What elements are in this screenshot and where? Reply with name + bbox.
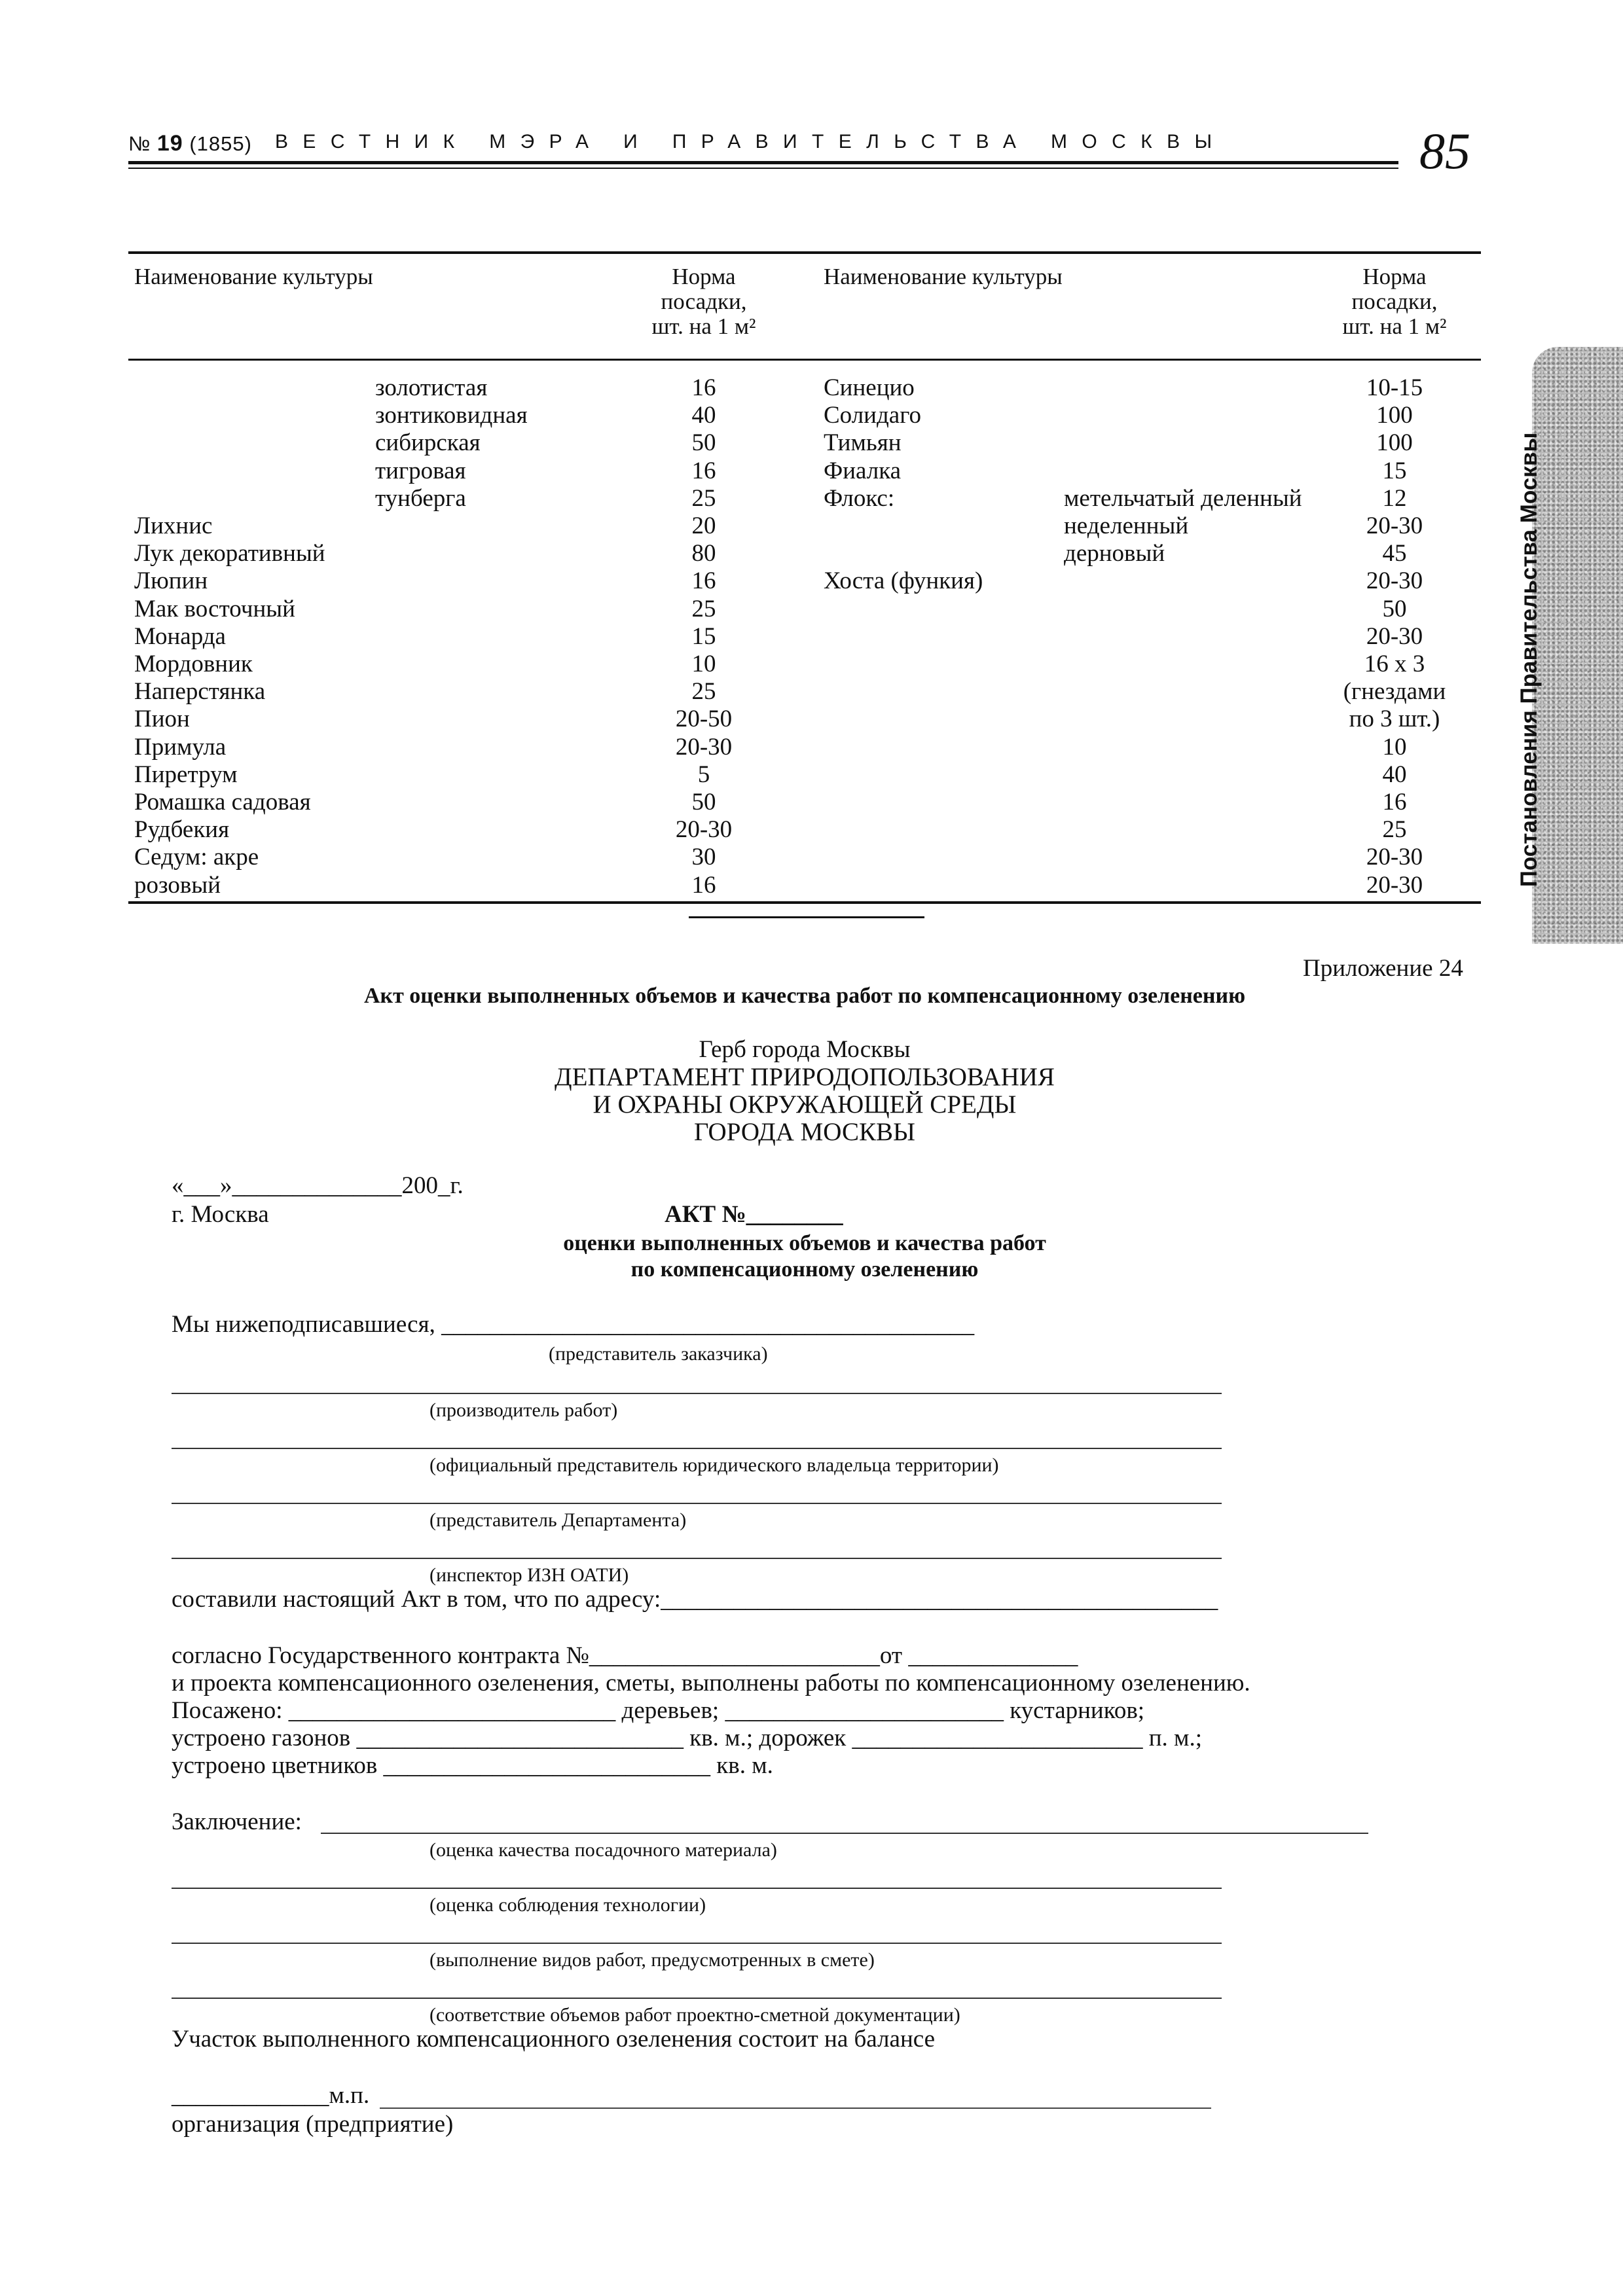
table-row-left-name: розовый <box>134 871 221 899</box>
table-row-right-norm: (гнездами <box>1343 678 1446 706</box>
table-row-left-norm: 16 <box>691 871 716 899</box>
table-row-right-norm: 16 х 3 <box>1364 651 1425 677</box>
table-row-left-norm: 80 <box>691 540 716 567</box>
table-row-left-norm: 16 <box>691 374 716 401</box>
table-row-right-norm: 100 <box>1376 402 1413 429</box>
table-row-right-sub: неделенный <box>1064 512 1189 539</box>
table-row-right-norm: по 3 шт.) <box>1349 706 1440 733</box>
header-rule-thin <box>128 168 1398 169</box>
table-row-left-norm: 20-30 <box>675 816 733 844</box>
page-number: 85 <box>1419 122 1470 179</box>
dept-rep-line <box>172 1503 1222 1504</box>
table-row-left-name: Седум: акре <box>134 844 259 871</box>
issue-no-sign: № <box>128 132 151 155</box>
table-row-left-sub: зонтиковидная <box>375 402 528 429</box>
table-row-left-sub: сибирская <box>375 429 481 457</box>
table-row-left-name: Пион <box>134 706 190 733</box>
section-tab <box>1532 347 1623 944</box>
table-row-right-norm: 20-30 <box>1366 871 1423 899</box>
lawns-line: устроено газонов ___________________________ кв. м.; дорожек ________________________ п. м.; <box>172 1725 1202 1751</box>
table-top-rule <box>128 251 1481 254</box>
quality-caption: (оценка качества посадочного материала) <box>429 1839 777 1861</box>
issue-number <box>128 131 252 156</box>
col-header-name-right: Наименование культуры <box>824 264 1063 289</box>
col-header-norm-left <box>609 264 799 339</box>
table-row-left-name: Лук декоративный <box>134 540 325 567</box>
table-row-left-norm: 40 <box>691 402 716 429</box>
customer-rep-caption: (представитель заказчика) <box>549 1343 768 1365</box>
col-header-norm-right-line1: Норма <box>1362 264 1427 289</box>
table-row-right-norm: 10-15 <box>1366 374 1423 401</box>
table-row-right-norm: 12 <box>1382 484 1407 512</box>
inspector-line <box>172 1558 1222 1559</box>
table-row-left-norm: 25 <box>691 678 716 706</box>
table-row-left-norm: 30 <box>691 844 716 871</box>
owner-rep-caption: (официальный представитель юридического владельца территории) <box>429 1454 999 1476</box>
technology-caption: (оценка соблюдения технологии) <box>429 1894 706 1916</box>
organization-label: организация (предприятие) <box>172 2111 454 2138</box>
department-line-1: ДЕПАРТАМЕНТ ПРИРОДОПОЛЬЗОВАНИЯ <box>555 1063 1055 1091</box>
table-row-right-name: Тимьян <box>824 429 902 457</box>
table-row-left-sub: золотистая <box>375 374 488 401</box>
table-row-left-name: Наперстянка <box>134 678 266 706</box>
table-row-right-name: Хоста (функия) <box>824 567 983 595</box>
volumes-line <box>172 1998 1222 1999</box>
address-line: составили настоящий Акт в том, что по адресу:______________________________________________ <box>172 1586 1218 1613</box>
act-subtitle-1: оценки выполненных объемов и качества работ <box>563 1231 1046 1255</box>
table-row-right-norm: 16 <box>1382 789 1407 816</box>
table-row-right-norm: 20-30 <box>1366 512 1423 539</box>
section-tab-label: Постановления Правительства Москвы <box>1516 432 1542 888</box>
stamp-place: _____________м.п. <box>172 2082 370 2109</box>
col-header-norm-left-line1: Норма <box>672 264 736 289</box>
conclusion-label: Заключение: <box>172 1808 302 1835</box>
table-row-left-name: Мак восточный <box>134 595 295 622</box>
table-row-left-norm: 50 <box>691 789 716 816</box>
owner-rep-line <box>172 1448 1222 1449</box>
table-row-right-norm: 15 <box>1382 457 1407 484</box>
col-header-norm-right-line3: шт. на 1 м² <box>1342 314 1447 339</box>
table-row-left-norm: 20 <box>691 512 716 539</box>
dept-rep-caption: (представитель Департамента) <box>429 1509 687 1531</box>
act-title: АКТ №________ <box>665 1201 843 1228</box>
table-row-left-norm: 25 <box>691 595 716 622</box>
table-row-left-sub: тигровая <box>375 457 466 484</box>
col-header-norm-right <box>1300 264 1489 339</box>
table-row-right-name: Солидаго <box>824 402 921 429</box>
table-row-right-norm: 100 <box>1376 429 1413 457</box>
table-row-right-norm: 20-30 <box>1366 622 1423 650</box>
balance-line: Участок выполненного компенсационного озеленения состоит на балансе <box>172 2026 936 2053</box>
col-header-norm-left-line3: шт. на 1 м² <box>651 314 756 339</box>
col-header-norm-left-line2: посадки, <box>661 289 747 314</box>
coat-of-arms-label: Герб города Москвы <box>699 1036 911 1063</box>
appendix-title: Акт оценки выполненных объемов и качества работ по компенсационному озеленению <box>363 984 1246 1008</box>
table-row-right-norm: 25 <box>1382 816 1407 844</box>
table-row-left-norm: 50 <box>691 429 716 457</box>
table-row-right-name: Фиалка <box>824 457 902 484</box>
appendix-label: Приложение 24 <box>1303 955 1463 982</box>
table-row-left-norm: 15 <box>691 622 716 650</box>
table-row-right-norm: 45 <box>1382 540 1407 567</box>
table-row-left-sub: тунберга <box>375 484 466 512</box>
table-bottom-rule <box>128 901 1481 904</box>
table-row-left-name: Лихнис <box>134 512 213 539</box>
contract-line: согласно Государственного контракта №________________________от ______________ <box>172 1642 1078 1669</box>
volumes-caption: (соответствие объемов работ проектно-сметной документации) <box>429 2004 960 2026</box>
issue-year: (1855) <box>189 132 252 155</box>
contractor-line <box>172 1393 1222 1394</box>
department-line-3: ГОРОДА МОСКВЫ <box>693 1118 915 1146</box>
issue-num: 19 <box>156 131 183 156</box>
table-row-right-norm: 10 <box>1382 733 1407 761</box>
project-line: и проекта компенсационного озеленения, сметы, выполнены работы по компенсационному озеленению. <box>172 1670 1250 1696</box>
date-line: «___»______________200_г. <box>172 1172 464 1199</box>
table-row-left-norm: 16 <box>691 567 716 595</box>
col-header-norm-right-line2: посадки, <box>1351 289 1438 314</box>
works-line <box>172 1943 1222 1944</box>
table-row-left-norm: 25 <box>691 484 716 512</box>
contractor-caption: (производитель работ) <box>429 1399 618 1421</box>
section-divider <box>689 916 924 918</box>
table-row-left-name: Ромашка садовая <box>134 789 311 816</box>
table-header-rule <box>128 359 1481 361</box>
table-row-left-name: Примула <box>134 733 227 761</box>
table-row-right-name: Флокс: <box>824 484 895 512</box>
table-row-left-norm: 5 <box>697 761 710 788</box>
table-row-right-sub: дерновый <box>1064 540 1165 567</box>
table-row-left-norm: 10 <box>691 651 716 677</box>
act-subtitle-2: по компенсационному озеленению <box>630 1257 979 1282</box>
table-row-left-name: Монарда <box>134 622 226 650</box>
table-row-left-norm: 20-30 <box>675 733 733 761</box>
table-row-right-norm: 40 <box>1382 761 1407 788</box>
table-row-right-norm: 50 <box>1382 595 1407 622</box>
col-header-name-left: Наименование культуры <box>134 264 373 289</box>
table-row-left-name: Мордовник <box>134 651 253 677</box>
table-row-left-name: Рудбекия <box>134 816 230 844</box>
table-row-left-name: Люпин <box>134 567 208 595</box>
table-row-left-norm: 16 <box>691 457 716 484</box>
header-rule-thick <box>128 161 1398 164</box>
table-row-right-sub: метельчатый деленный <box>1064 484 1302 512</box>
table-row-right-norm: 20-30 <box>1366 844 1423 871</box>
table-row-left-name: Пиретрум <box>134 761 238 788</box>
inspector-caption: (инспектор ИЗН ОАТИ) <box>429 1564 629 1586</box>
conclusion-line <box>321 1833 1368 1834</box>
signatories-line: Мы нижеподписавшиеся, ____________________________________________ <box>172 1311 975 1338</box>
journal-title: ВЕСТНИК МЭРА И ПРАВИТЕЛЬСТВА МОСКВЫ <box>275 131 1227 152</box>
table-row-right-norm: 20-30 <box>1366 567 1423 595</box>
technology-line <box>172 1888 1222 1889</box>
table-row-right-name: Синецио <box>824 374 915 401</box>
department-line-2: И ОХРАНЫ ОКРУЖАЮЩЕЙ СРЕДЫ <box>593 1090 1017 1119</box>
flowers-line: устроено цветников ___________________________ кв. м. <box>172 1752 773 1779</box>
planted-line: Посажено: ___________________________ деревьев; _______________________ кустарников; <box>172 1697 1145 1724</box>
city: г. Москва <box>172 1201 269 1228</box>
balance-org-line <box>380 2108 1211 2109</box>
table-row-left-norm: 20-50 <box>675 706 733 733</box>
works-caption: (выполнение видов работ, предусмотренных в смете) <box>429 1949 875 1971</box>
